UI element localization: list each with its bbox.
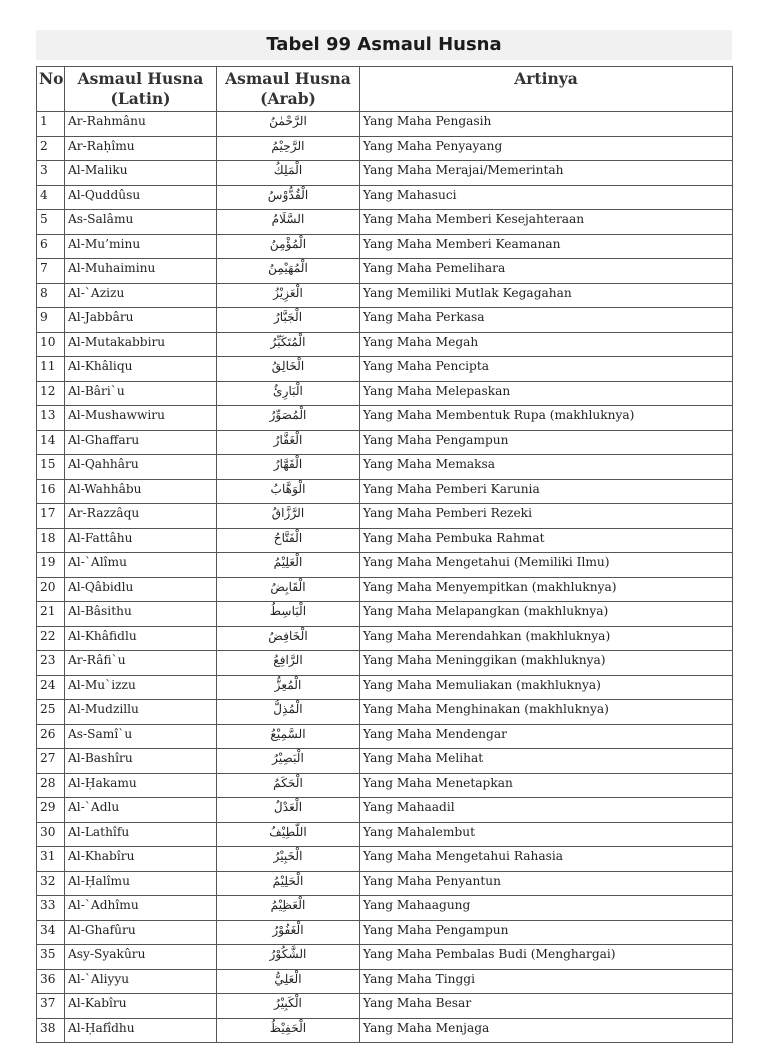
meaning: Yang Maha Menghinakan (makhluknya) (360, 700, 733, 725)
row-number: 9 (37, 308, 65, 333)
arabic-name: الْفَتَّاحُ (217, 528, 360, 553)
arabic-name: الْمَلِكُ (217, 161, 360, 186)
row-number: 15 (37, 455, 65, 480)
row-number: 6 (37, 234, 65, 259)
table-row (37, 112, 733, 137)
meaning: Yang Maha Pembalas Budi (Menghargai) (360, 945, 733, 970)
arabic-name: الْوَهَّابُ (217, 479, 360, 504)
latin-name: Al-Bashîru (65, 749, 217, 774)
row-number: 31 (37, 847, 65, 872)
row-number: 34 (37, 920, 65, 945)
table-row (37, 210, 733, 235)
page-title: Tabel 99 Asmaul Husna (36, 30, 732, 60)
arabic-name: الرَّحْمٰنُ (217, 112, 360, 137)
latin-name: Asy-Syakûru (65, 945, 217, 970)
meaning: Yang Maha Mengetahui Rahasia (360, 847, 733, 872)
arabic-name: السَّلَامُ (217, 210, 360, 235)
meaning: Yang Maha Meninggikan (makhluknya) (360, 651, 733, 676)
table-row (37, 773, 733, 798)
arabic-name: الْمُؤْمِنُ (217, 234, 360, 259)
latin-name: Ar-Raḥîmu (65, 136, 217, 161)
row-number: 29 (37, 798, 65, 823)
latin-name: Al-Ḥalîmu (65, 871, 217, 896)
latin-name: Al-Jabbâru (65, 308, 217, 333)
arabic-name: الْقُدُّوْسُ (217, 185, 360, 210)
table-row (37, 847, 733, 872)
arabic-name: الْغَفَّارُ (217, 430, 360, 455)
latin-name: Al-Mudzillu (65, 700, 217, 725)
row-number: 7 (37, 259, 65, 284)
arabic-name: الْكَبِيْرُ (217, 994, 360, 1019)
row-number: 1 (37, 112, 65, 137)
table-row (37, 234, 733, 259)
meaning: Yang Maha Mendengar (360, 724, 733, 749)
row-number: 32 (37, 871, 65, 896)
latin-name: Al-Bâri`u (65, 381, 217, 406)
meaning: Yang Maha Megah (360, 332, 733, 357)
latin-name: Al-Ḥakamu (65, 773, 217, 798)
meaning: Yang Maha Memberi Keamanan (360, 234, 733, 259)
latin-name: Al-Khâfidlu (65, 626, 217, 651)
meaning: Yang Maha Pemberi Rezeki (360, 504, 733, 529)
latin-name: Al-`Adhîmu (65, 896, 217, 921)
row-number: 8 (37, 283, 65, 308)
latin-name: Al-Muhaiminu (65, 259, 217, 284)
meaning: Yang Maha Melepaskan (360, 381, 733, 406)
row-number: 36 (37, 969, 65, 994)
table-row (37, 161, 733, 186)
meaning: Yang Memiliki Mutlak Kegagahan (360, 283, 733, 308)
latin-name: Al-Bâsithu (65, 602, 217, 627)
latin-name: Al-Qâbidlu (65, 577, 217, 602)
meaning: Yang Maha Pengampun (360, 920, 733, 945)
table-row (37, 945, 733, 970)
row-number: 14 (37, 430, 65, 455)
meaning: Yang Mahasuci (360, 185, 733, 210)
row-number: 4 (37, 185, 65, 210)
arabic-name: الْعَدْلُ (217, 798, 360, 823)
meaning: Yang Mahalembut (360, 822, 733, 847)
meaning: Yang Maha Pemberi Karunia (360, 479, 733, 504)
arabic-name: الْبَصِيْرُ (217, 749, 360, 774)
meaning: Yang Maha Merajai/Memerintah (360, 161, 733, 186)
row-number: 3 (37, 161, 65, 186)
row-number: 38 (37, 1018, 65, 1043)
latin-name: Al-Mutakabbiru (65, 332, 217, 357)
table-row (37, 994, 733, 1019)
meaning: Yang Maha Pembuka Rahmat (360, 528, 733, 553)
table-row (37, 136, 733, 161)
row-number: 37 (37, 994, 65, 1019)
table-row (37, 332, 733, 357)
meaning: Yang Maha Memuliakan (makhluknya) (360, 675, 733, 700)
table-row (37, 700, 733, 725)
latin-name: Al-`Aliyyu (65, 969, 217, 994)
table-row (37, 259, 733, 284)
row-number: 30 (37, 822, 65, 847)
table-row (37, 455, 733, 480)
meaning: Yang Maha Penyantun (360, 871, 733, 896)
header-no: No (37, 67, 65, 112)
table-row (37, 308, 733, 333)
table-row (37, 920, 733, 945)
latin-name: Al-Khâliqu (65, 357, 217, 382)
arabic-name: اللَّطِيْفُ (217, 822, 360, 847)
table-header (37, 67, 733, 112)
meaning: Yang Maha Melihat (360, 749, 733, 774)
arabic-name: الرَّحِيْمُ (217, 136, 360, 161)
arabic-name: الْحَلِيْمُ (217, 871, 360, 896)
arabic-name: الشَّكُوْرُ (217, 945, 360, 970)
latin-name: Al-Qahhâru (65, 455, 217, 480)
row-number: 24 (37, 675, 65, 700)
table-row (37, 969, 733, 994)
row-number: 23 (37, 651, 65, 676)
latin-name: Al-Maliku (65, 161, 217, 186)
row-number: 20 (37, 577, 65, 602)
latin-name: Ar-Rahmânu (65, 112, 217, 137)
table-row (37, 651, 733, 676)
asmaul-husna-table (36, 66, 733, 1043)
table-body (37, 112, 733, 1043)
latin-name: As-Salâmu (65, 210, 217, 235)
arabic-name: الْخَبِيْرُ (217, 847, 360, 872)
header-latin: Asmaul Husna (Latin) (65, 67, 217, 112)
table-row (37, 577, 733, 602)
row-number: 16 (37, 479, 65, 504)
table-row (37, 479, 733, 504)
row-number: 18 (37, 528, 65, 553)
row-number: 10 (37, 332, 65, 357)
table-row (37, 553, 733, 578)
table-row (37, 724, 733, 749)
latin-name: Al-Mu’minu (65, 234, 217, 259)
arabic-name: الْغَفُوْرُ (217, 920, 360, 945)
arabic-name: الْخَافِضُ (217, 626, 360, 651)
row-number: 25 (37, 700, 65, 725)
row-number: 12 (37, 381, 65, 406)
arabic-name: الْعَظِيْمُ (217, 896, 360, 921)
arabic-name: الْمُتَكَبِّرُ (217, 332, 360, 357)
row-number: 11 (37, 357, 65, 382)
row-number: 17 (37, 504, 65, 529)
arabic-name: الْعَلِيُّ (217, 969, 360, 994)
meaning: Yang Maha Membentuk Rupa (makhluknya) (360, 406, 733, 431)
table-row (37, 528, 733, 553)
table-row (37, 185, 733, 210)
row-number: 21 (37, 602, 65, 627)
meaning: Yang Maha Perkasa (360, 308, 733, 333)
latin-name: Ar-Razzâqu (65, 504, 217, 529)
table-row (37, 1018, 733, 1043)
latin-name: Al-`Azizu (65, 283, 217, 308)
header-arab: Asmaul Husna (Arab) (217, 67, 360, 112)
latin-name: Al-Kabîru (65, 994, 217, 1019)
arabic-name: الْعَلِيْمُ (217, 553, 360, 578)
arabic-name: الرَّافِعُ (217, 651, 360, 676)
arabic-name: الْجَبَّارُ (217, 308, 360, 333)
table-row (37, 675, 733, 700)
row-number: 33 (37, 896, 65, 921)
table-row (37, 430, 733, 455)
row-number: 22 (37, 626, 65, 651)
meaning: Yang Maha Menyempitkan (makhluknya) (360, 577, 733, 602)
meaning: Yang Maha Pencipta (360, 357, 733, 382)
meaning: Yang Maha Memberi Kesejahteraan (360, 210, 733, 235)
latin-name: Al-Mushawwiru (65, 406, 217, 431)
meaning: Yang Mahaadil (360, 798, 733, 823)
meaning: Yang Maha Tinggi (360, 969, 733, 994)
table-row (37, 357, 733, 382)
arabic-name: الْقَهَّارُ (217, 455, 360, 480)
arabic-name: الْمُهَيْمِنُ (217, 259, 360, 284)
meaning: Yang Mahaagung (360, 896, 733, 921)
table-row (37, 406, 733, 431)
arabic-name: الْقَابِضُ (217, 577, 360, 602)
arabic-name: الْمُذِلُّ (217, 700, 360, 725)
arabic-name: الْمُعِزُّ (217, 675, 360, 700)
arabic-name: الْحَفِيْظُ (217, 1018, 360, 1043)
header-artinya: Artinya (360, 67, 733, 112)
table-row (37, 602, 733, 627)
latin-name: Al-Ḥafîdhu (65, 1018, 217, 1043)
meaning: Yang Maha Menjaga (360, 1018, 733, 1043)
table-row (37, 896, 733, 921)
latin-name: Al-Ghaffaru (65, 430, 217, 455)
arabic-name: الرَّزَّاقُ (217, 504, 360, 529)
table-row (37, 749, 733, 774)
table-row (37, 504, 733, 529)
row-number: 2 (37, 136, 65, 161)
arabic-name: السَّمِيْعُ (217, 724, 360, 749)
meaning: Yang Maha Merendahkan (makhluknya) (360, 626, 733, 651)
row-number: 19 (37, 553, 65, 578)
table-row (37, 798, 733, 823)
table-row (37, 822, 733, 847)
latin-name: Al-`Alîmu (65, 553, 217, 578)
header-row (37, 67, 733, 112)
meaning: Yang Maha Memaksa (360, 455, 733, 480)
row-number: 28 (37, 773, 65, 798)
row-number: 27 (37, 749, 65, 774)
arabic-name: الْحَكَمُ (217, 773, 360, 798)
latin-name: Al-Quddûsu (65, 185, 217, 210)
row-number: 35 (37, 945, 65, 970)
latin-name: Al-Wahhâbu (65, 479, 217, 504)
meaning: Yang Maha Melapangkan (makhluknya) (360, 602, 733, 627)
latin-name: Al-Ghafûru (65, 920, 217, 945)
row-number: 5 (37, 210, 65, 235)
latin-name: Al-Lathîfu (65, 822, 217, 847)
latin-name: Al-Fattâhu (65, 528, 217, 553)
latin-name: Al-Mu`izzu (65, 675, 217, 700)
arabic-name: الْبَارِئُ (217, 381, 360, 406)
table-row (37, 871, 733, 896)
meaning: Yang Maha Pemelihara (360, 259, 733, 284)
meaning: Yang Maha Mengetahui (Memiliki Ilmu) (360, 553, 733, 578)
arabic-name: الْمُصَوِّرُ (217, 406, 360, 431)
arabic-name: الْعَزِيْزُ (217, 283, 360, 308)
table-row (37, 283, 733, 308)
table-row (37, 626, 733, 651)
row-number: 13 (37, 406, 65, 431)
row-number: 26 (37, 724, 65, 749)
meaning: Yang Maha Pengasih (360, 112, 733, 137)
latin-name: Al-`Adlu (65, 798, 217, 823)
arabic-name: الْخَالِقُ (217, 357, 360, 382)
latin-name: Ar-Râfi`u (65, 651, 217, 676)
latin-name: As-Samî`u (65, 724, 217, 749)
arabic-name: الْبَاسِطُ (217, 602, 360, 627)
meaning: Yang Maha Menetapkan (360, 773, 733, 798)
table-row (37, 381, 733, 406)
meaning: Yang Maha Penyayang (360, 136, 733, 161)
latin-name: Al-Khabîru (65, 847, 217, 872)
meaning: Yang Maha Besar (360, 994, 733, 1019)
meaning: Yang Maha Pengampun (360, 430, 733, 455)
